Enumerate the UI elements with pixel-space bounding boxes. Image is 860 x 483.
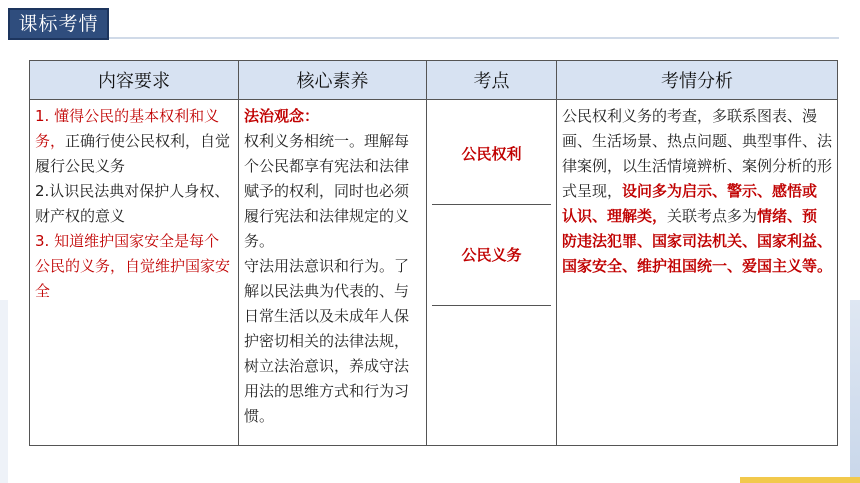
- literacy-heading: 法治观念：: [244, 107, 320, 125]
- bottom-accent-bar: [740, 477, 860, 483]
- analysis-part-1: 公民权利义务的考查，多联系图表、漫画、生活场景、热点问题、典型事件、法律案例，以生活情境辨析、案例分析的形式呈现，: [562, 107, 833, 200]
- analysis-part-4: 情绪、预防违法犯罪、国家司法机关、国家利益、国家安全、维护祖国统一、爱国主义等。: [562, 207, 833, 275]
- left-decoration: [0, 300, 8, 483]
- point-empty: [432, 306, 551, 432]
- point-citizen-duties: 公民义务: [432, 205, 551, 306]
- point-citizen-rights: 公民权利: [432, 104, 551, 205]
- requirement-2: 2.认识民法典对保护人身权、财产权的意义: [35, 182, 230, 225]
- requirements-cell: [30, 100, 239, 446]
- header-divider: [109, 37, 839, 39]
- points-cell: [427, 100, 557, 446]
- analysis-part-3: 关联考点多为: [667, 207, 758, 225]
- header-exam-analysis: 考情分析: [557, 61, 838, 100]
- requirement-3: 3. 知道维护国家安全是每个公民的义务，自觉维护国家安全: [35, 232, 231, 300]
- header-exam-points: 考点: [427, 61, 557, 100]
- table-row: [30, 100, 838, 446]
- curriculum-table: [29, 60, 838, 446]
- right-decoration: [850, 300, 860, 483]
- analysis-part-2: 设问多为启示、警示、感悟或认识、理解类，: [562, 182, 818, 225]
- requirement-1a: 1. 懂得公民的基本权利和义务，: [35, 107, 220, 150]
- section-title-tag: 课标考情: [8, 8, 109, 40]
- analysis-cell: [557, 100, 838, 446]
- literacy-para-2: 守法用法意识和行为。了解以民法典为代表的、与日常生活以及未成年人保护密切相关的法律法规，树立法治意识，养成守法用法的思维方式和行为习惯。: [244, 257, 410, 425]
- table-header-row: [30, 61, 838, 100]
- header-core-literacy: 核心素养: [239, 61, 427, 100]
- literacy-para-1: 权利义务相统一。理解每个公民都享有宪法和法律赋予的权利，同时也必须履行宪法和法律规定的义务。: [244, 132, 410, 250]
- literacy-cell: [239, 100, 427, 446]
- requirement-1b: 正确行使公民权利，自觉履行公民义务: [35, 132, 231, 175]
- header-content-requirements: 内容要求: [30, 61, 239, 100]
